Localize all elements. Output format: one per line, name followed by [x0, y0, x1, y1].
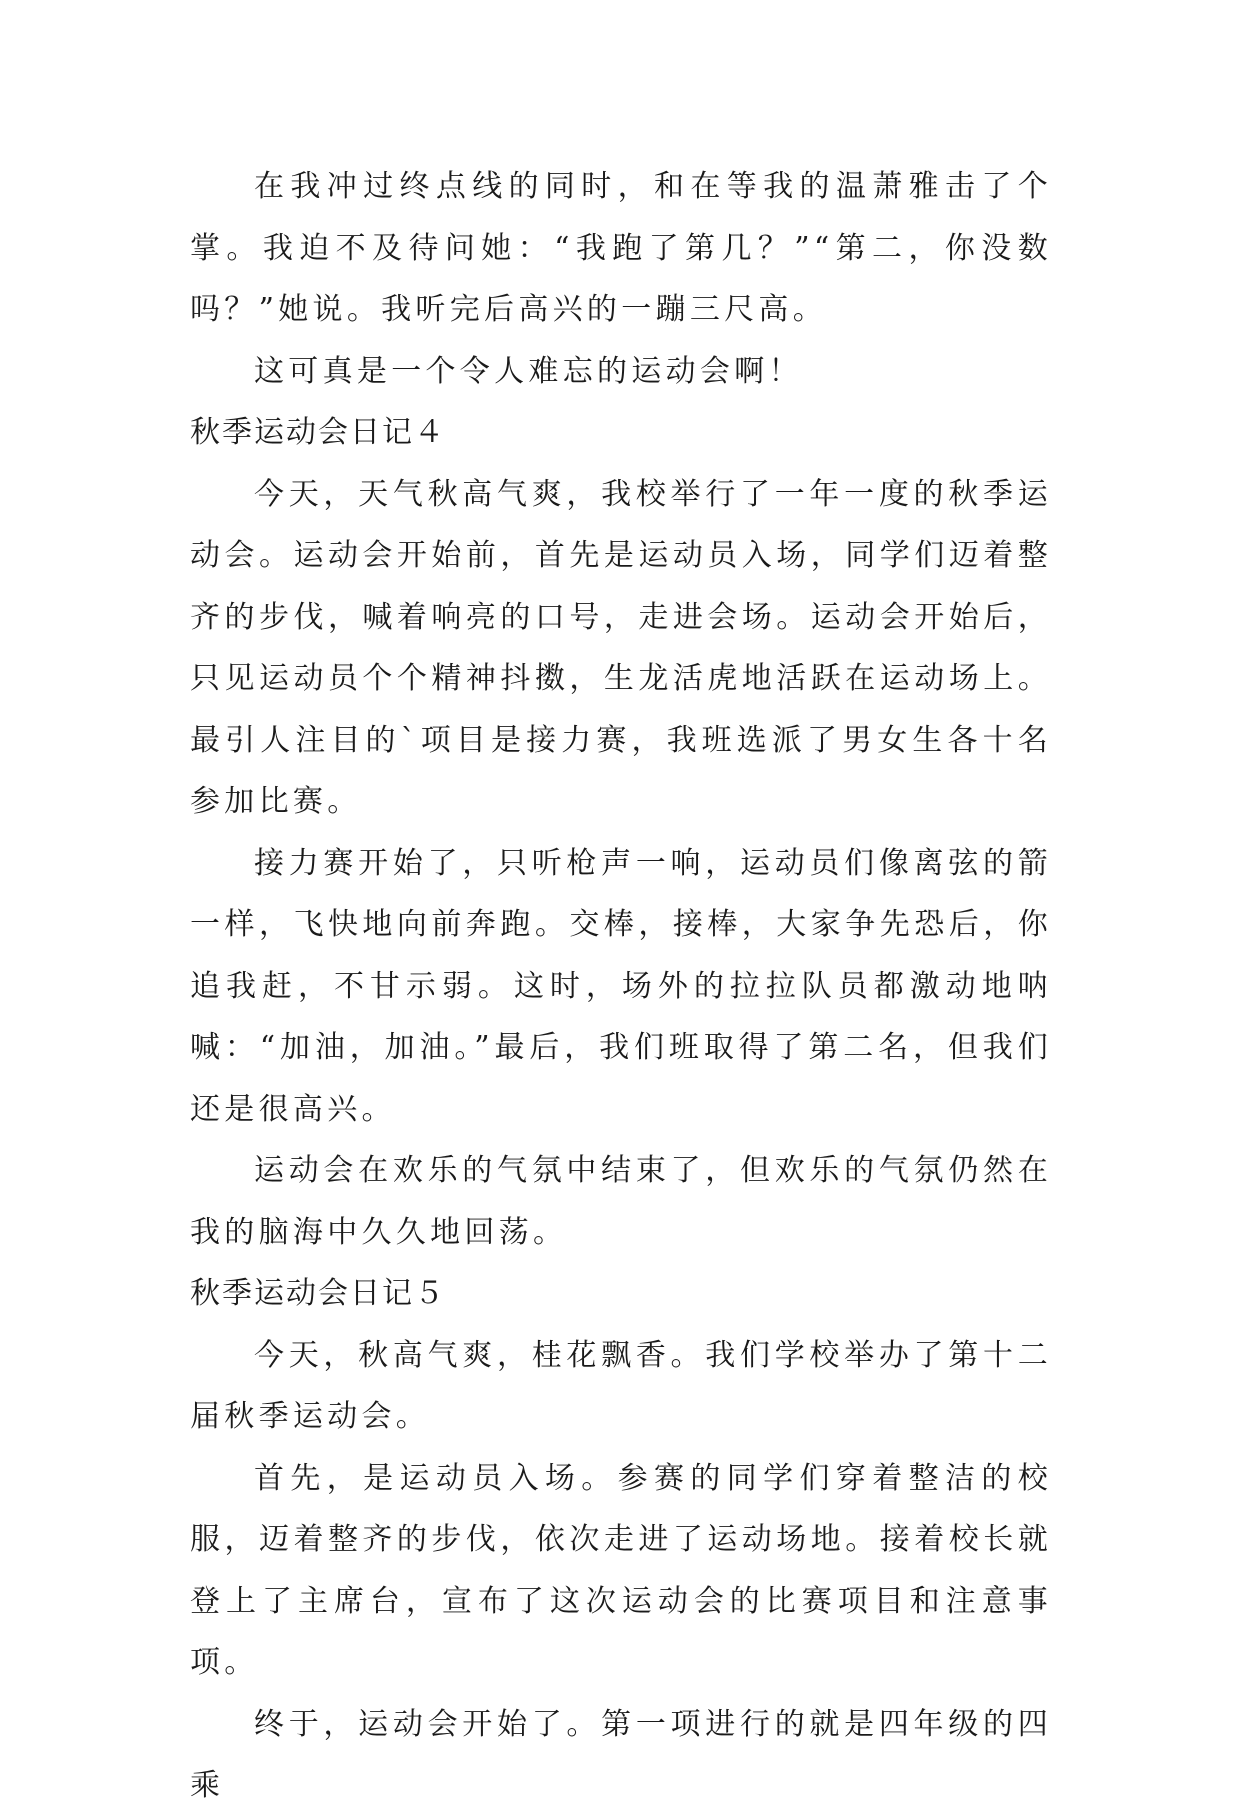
paragraph: 今天，天气秋高气爽，我校举行了一年一度的秋季运动会。运动会开始前，首先是运动员入场，同学们迈着整齐的步伐，喊着响亮的口号，走进会场。运动会开始后，只见运动员个个精神抖擞，生龙活虎地活跃在运动场上。最引人注目的`项目是接力赛，我班选派了男女生各十名参加比赛。: [190, 476, 1052, 819]
paragraph: 这可真是一个令人难忘的运动会啊！: [254, 353, 803, 389]
section-heading: 秋季运动会日记５: [190, 1276, 446, 1311]
paragraph: 运动会在欢乐的气氛中结束了，但欢乐的气氛仍然在我的脑海中久久地回荡。: [190, 1153, 1052, 1250]
paragraph: 在我冲过终点线的同时，和在等我的温萧雅击了个掌。我迫不及待问她：“我跑了第几？”“第二，你没数吗？”她说。我听完后高兴的一蹦三尺高。: [190, 169, 1052, 327]
paragraph: 今天，秋高气爽，桂花飘香。我们学校举办了第十二届秋季运动会。: [190, 1337, 1052, 1434]
paragraph: 接力赛开始了，只听枪声一响，运动员们像离弦的箭一样，飞快地向前奔跑。交棒，接棒，大家争先恐后，你追我赶，不甘示弱。这时，场外的拉拉队员都激动地呐喊：“加油，加油。”最后，我们班取得了第二名，但我们还是很高兴。: [190, 845, 1052, 1127]
paragraph: 首先，是运动员入场。参赛的同学们穿着整洁的校服，迈着整齐的步伐，依次走进了运动场地。接着校长就登上了主席台，宣布了这次运动会的比赛项目和注意事项。: [190, 1460, 1052, 1680]
document-body: [190, 156, 1052, 1817]
section-heading: 秋季运动会日记４: [190, 415, 446, 450]
paragraph: 终于，运动会开始了。第一项进行的就是四年级的四乘: [190, 1706, 1052, 1803]
